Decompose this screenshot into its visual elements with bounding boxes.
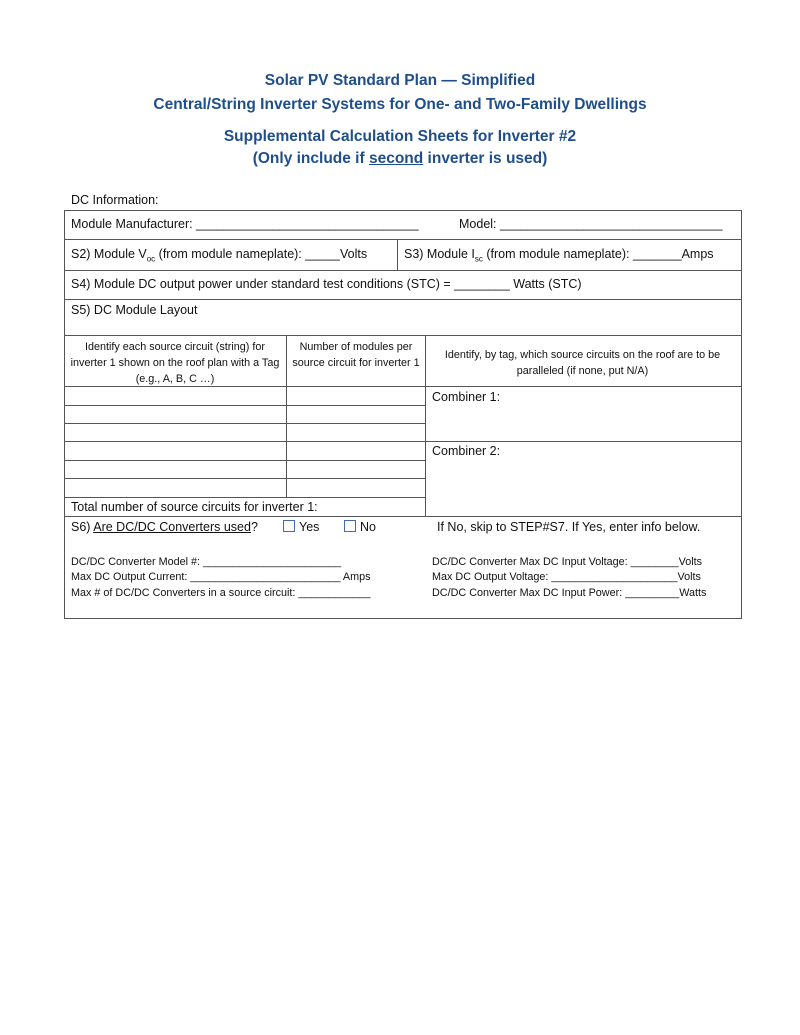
s4-stc-field[interactable]: S4) Module DC output power under standard test conditions (STC) = ________ Watts (STC) — [71, 277, 582, 291]
s3-sub: sc — [474, 254, 483, 264]
no-label: No — [360, 520, 376, 534]
source-circuit-cell[interactable] — [65, 442, 285, 459]
s2-pre: S2) Module V — [71, 247, 147, 261]
source-circuit-cell[interactable] — [65, 424, 285, 440]
source-circuit-cell[interactable] — [65, 406, 285, 422]
source-circuit-cell[interactable] — [65, 461, 285, 477]
model-field[interactable]: Model: ________________________________ — [459, 217, 723, 231]
s2-voc-field[interactable] — [71, 247, 367, 264]
section-note — [0, 148, 800, 170]
yes-label: Yes — [299, 520, 320, 534]
note-post: inverter is used) — [423, 150, 548, 167]
yes-checkbox[interactable] — [283, 520, 319, 534]
module-manufacturer-field[interactable]: Module Manufacturer: ________________________________ — [71, 217, 419, 231]
s6-qmark: ? — [250, 520, 258, 534]
col1-header: Identify each source circuit (string) for inverter 1 shown on the roof plan with a Tag (e.g., A, B, C …) — [70, 341, 280, 385]
total-source-circuits-field[interactable]: Total number of source circuits for inverter 1: — [71, 500, 318, 514]
module-count-cell[interactable] — [287, 387, 424, 404]
module-count-cell[interactable] — [287, 442, 424, 459]
max-converters-field[interactable]: Max # of DC/DC Converters in a source circuit: ____________ — [71, 587, 371, 599]
dc-info-label: DC Information: — [71, 193, 159, 207]
max-dc-input-voltage-field[interactable]: DC/DC Converter Max DC Input Voltage: ________Volts — [432, 556, 703, 568]
max-dc-input-power-field[interactable]: DC/DC Converter Max DC Input Power: _________Watts — [432, 587, 707, 599]
source-circuit-cell[interactable] — [65, 479, 285, 496]
module-count-cell[interactable] — [287, 406, 424, 422]
module-count-cell[interactable] — [287, 479, 424, 496]
s6-instruction: If No, skip to STEP#S7. If Yes, enter info below. — [437, 520, 701, 534]
document-subtitle: Central/String Inverter Systems for One- and Two-Family Dwellings — [153, 96, 647, 113]
section-title: Supplemental Calculation Sheets for Inverter #2 — [223, 128, 577, 145]
checkbox-icon — [344, 520, 356, 532]
max-dc-output-voltage-field[interactable]: Max DC Output Voltage: _____________________Volts — [432, 571, 701, 583]
col2-header: Number of modules per source circuit for inverter 1 — [292, 341, 420, 369]
checkbox-icon — [283, 520, 295, 532]
s6-question — [71, 520, 258, 534]
s2-sub: oc — [146, 254, 156, 264]
module-count-cell[interactable] — [287, 461, 424, 477]
dcdc-model-field[interactable]: DC/DC Converter Model #: _______________________ — [71, 556, 342, 568]
note-pre: (Only include if — [252, 150, 369, 167]
col3-header: Identify, by tag, which source circuits on the roof are to be paralleled (if none, put N/A) — [444, 349, 721, 377]
note-emphasis: second — [368, 150, 424, 167]
no-checkbox[interactable] — [344, 520, 376, 534]
source-circuit-cell[interactable] — [65, 387, 285, 404]
s2-post: (from module nameplate): _____Volts — [155, 247, 368, 261]
max-dc-output-current-field[interactable]: Max DC Output Current: _________________________ Amps — [71, 571, 371, 583]
s3-pre: S3) Module I — [404, 247, 475, 261]
s6-pre: S6) — [71, 520, 94, 534]
s6-question-text: Are DC/DC Converters used — [93, 520, 251, 534]
combiner-2-label[interactable]: Combiner 2: — [432, 444, 501, 458]
module-count-cell[interactable] — [287, 424, 424, 440]
combiner-1-label[interactable]: Combiner 1: — [432, 390, 501, 404]
document-title: Solar PV Standard Plan — Simplified — [264, 72, 536, 89]
s5-label: S5) DC Module Layout — [71, 303, 198, 317]
s3-post: (from module nameplate): _______Amps — [482, 247, 714, 261]
s3-isc-field[interactable] — [404, 247, 714, 264]
